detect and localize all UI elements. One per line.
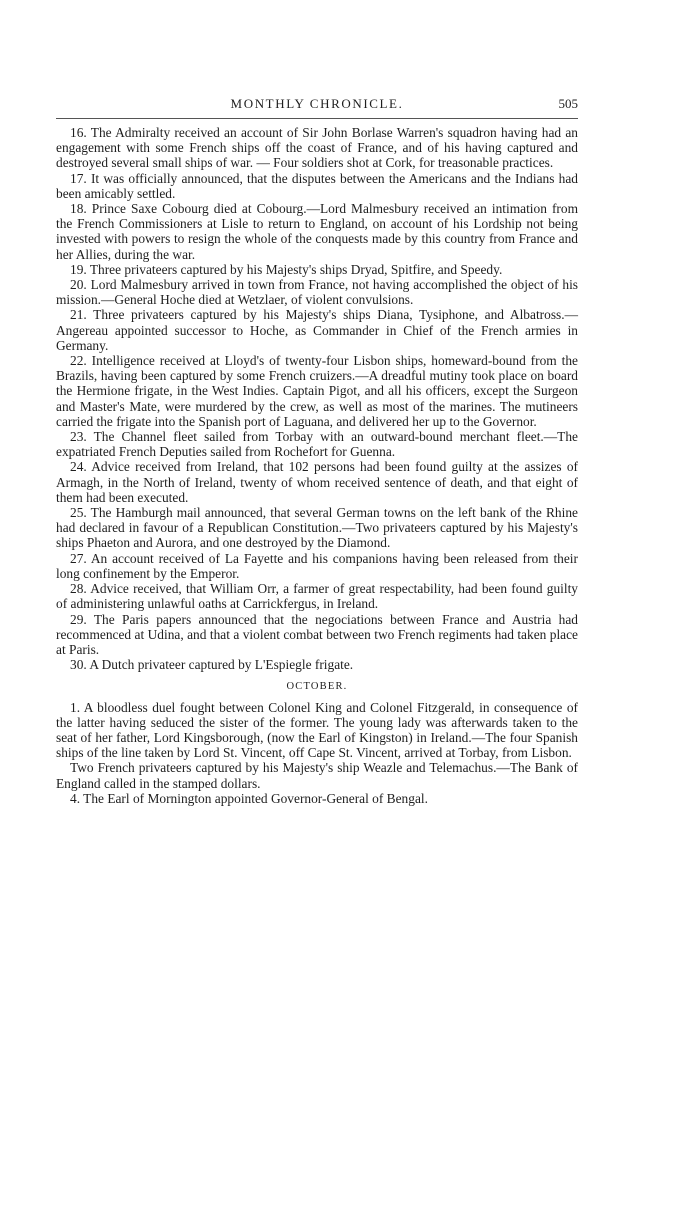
entry-sep-21: 21. Three privateers captured by his Majesty's ships Diana, Tysiphone, and Albatross.—Angereau appointed successor to Hoche, as Commander in Chief of the French armies in Germany. — [56, 307, 578, 353]
entry-sep-20: 20. Lord Malmesbury arrived in town from France, not having accomplished the object of his mission.—General Hoche died at Wetzlaer, of violent convulsions. — [56, 277, 578, 308]
entry-sep-29: 29. The Paris papers announced that the negociations between France and Austria had recommenced at Udina, and that a violent combat between two French regiments had taken place at Paris. — [56, 611, 578, 657]
entry-oct-1: 1. A bloodless duel fought between Colonel King and Colonel Fitzgerald, in consequence of the latter having seduced the sister of the former. The young lady was afterwards taken to the seat of her father, Lord Kingsborough, (now the Earl of Kingston) in Ireland.—The four Spanish ships of the line taken by Lord St. Vincent, off Cape St. Vincent, arrived at Torbay, from Lisbon. — [56, 699, 578, 761]
entry-oct-1-continued: Two French privateers captured by his Majesty's ship Weazle and Telemachus.—The Bank of England called in the stamped dollars. — [56, 760, 578, 791]
entry-sep-28: 28. Advice received, that William Orr, a farmer of great respectability, had been found guilty of administering unlawful oaths at Carrickfergus, in Ireland. — [56, 581, 578, 612]
entry-sep-16: 16. The Admiralty received an account of Sir John Borlase Warren's squadron having had an engagement with some French ships off the coast of France, and of his having captured and destroyed several small ships of war. — Four soldiers shot at Cork, for treasonable practices. — [56, 125, 578, 171]
page-header — [56, 96, 578, 119]
running-head: MONTHLY CHRONICLE. — [230, 96, 404, 111]
month-heading-october: OCTOBER. — [286, 681, 348, 693]
entry-sep-30: 30. A Dutch privateer captured by L'Espiegle frigate. — [70, 657, 354, 673]
entry-sep-27: 27. An account received of La Fayette and his companions having been released from their long confinement by the Emperor. — [56, 550, 578, 581]
entry-sep-22: 22. Intelligence received at Lloyd's of twenty-four Lisbon ships, homeward-bound from the Brazils, having been captured by some French cruizers.—A dreadful mutiny took place on board the Hermione frigate, in the West Indies. Captain Pigot, and all his officers, except the Surgeon and Master's Mate, were murdered by the crew, as well as most of the marines. The mutineers carried the frigate into the Spanish port of Laguana, and delivered her up to the Governor. — [56, 353, 578, 429]
page — [56, 96, 578, 806]
entry-oct-4: 4. The Earl of Mornington appointed Governor-General of Bengal. — [70, 790, 428, 806]
entry-sep-23: 23. The Channel fleet sailed from Torbay with an outward-bound merchant fleet.—The expatriated French Deputies sailed from Rochefort for Guenna. — [56, 429, 578, 460]
page-number: 505 — [558, 96, 578, 111]
entry-sep-25: 25. The Hamburgh mail announced, that several German towns on the left bank of the Rhine had declared in favour of a Republican Constitution.—Two privateers captured by his Majesty's ships Phaeton and Aurora, and one destroyed by the Diamond. — [56, 505, 578, 551]
entry-sep-19: 19. Three privateers captured by his Majesty's ships Dryad, Spitfire, and Speedy. — [70, 261, 503, 277]
entry-sep-18: 18. Prince Saxe Cobourg died at Cobourg.—Lord Malmesbury received an intimation from the French Commissioners at Lisle to return to England, on account of his Lordship not being invested with powers to resign the whole of the conquests made by this country from France and her Allies, during the war. — [56, 201, 578, 262]
entry-sep-24: 24. Advice received from Ireland, that 102 persons had been found guilty at the assizes of Armagh, in the North of Ireland, twenty of whom received sentence of death, and that eight of them had been executed. — [56, 459, 578, 505]
chronicle-text — [56, 125, 578, 806]
entry-sep-17: 17. It was officially announced, that the disputes between the Americans and the Indians had been amicably settled. — [56, 170, 578, 201]
